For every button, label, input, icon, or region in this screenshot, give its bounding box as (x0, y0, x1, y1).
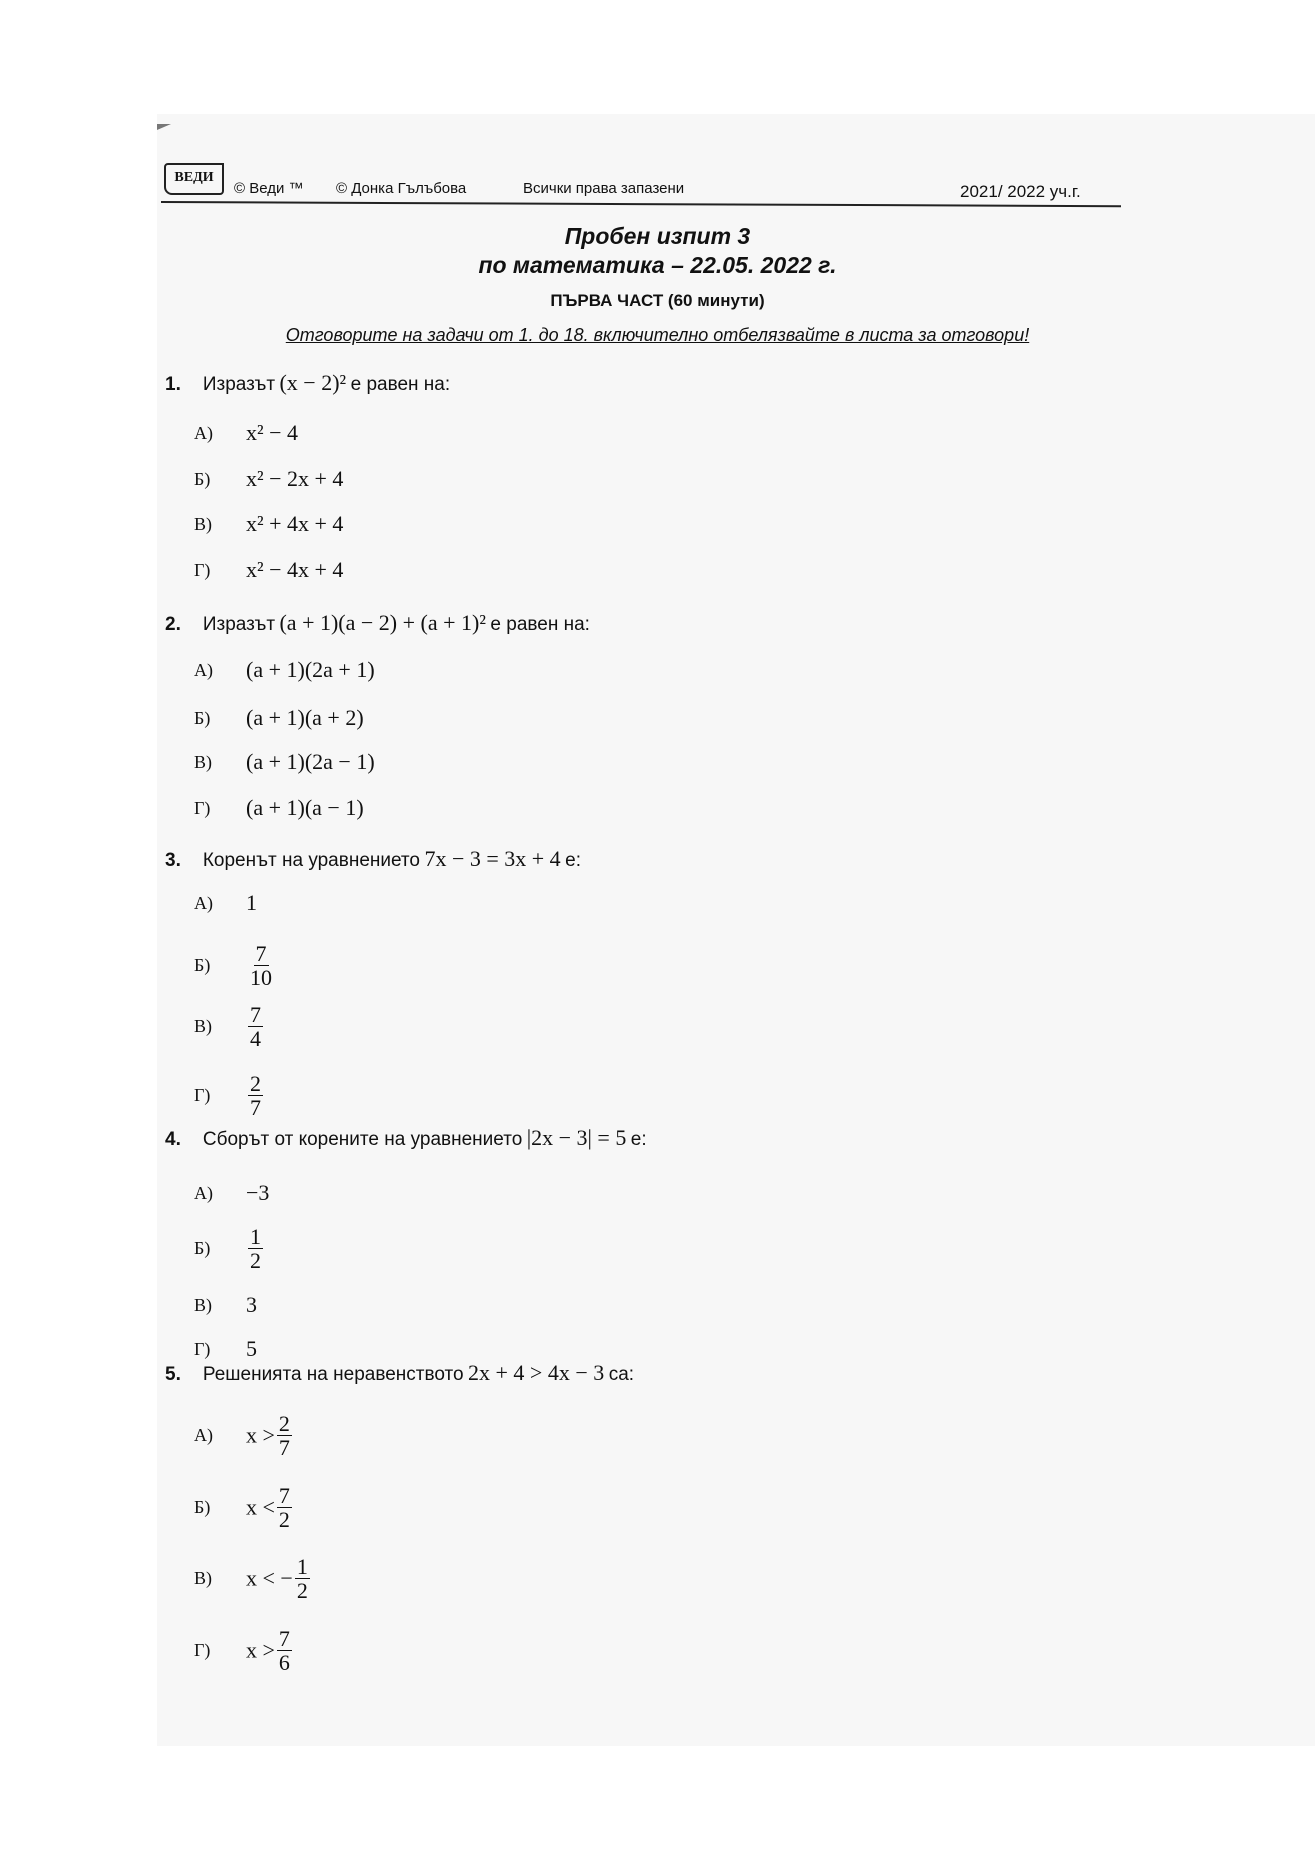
option-fraction (248, 1072, 263, 1119)
answer-option[interactable] (194, 1555, 310, 1602)
denominator: 7 (250, 1095, 261, 1121)
option-expression: −3 (246, 1180, 270, 1205)
denominator: 2 (250, 1248, 261, 1274)
answer-option[interactable] (194, 749, 375, 775)
answer-option[interactable] (194, 420, 298, 446)
numerator: 7 (255, 941, 267, 966)
vedi-logo: ВЕДИ (164, 163, 224, 195)
denominator: 2 (278, 1507, 290, 1533)
option-fraction (277, 1627, 292, 1674)
exam-title: Пробен изпит 3 (564, 223, 751, 249)
option-label: А) (194, 1425, 213, 1446)
option-label: Б) (194, 707, 211, 728)
option-fraction (248, 942, 274, 989)
scanned-page-area (157, 114, 1315, 1746)
numerator: 7 (250, 1002, 261, 1027)
option-expression: (a + 1)(a − 1) (246, 795, 364, 820)
option-expression: x < − (246, 1565, 293, 1591)
answer-option[interactable] (194, 795, 364, 821)
answer-option[interactable] (194, 511, 343, 537)
option-expression: (a + 1)(a + 2) (246, 705, 364, 730)
question-expression: 7x − 3 = 3x + 4 (424, 846, 561, 871)
numerator: 1 (296, 1554, 308, 1579)
option-label: А) (194, 422, 213, 443)
question-number: 5. (165, 1364, 181, 1385)
question-text: Решенията на неравенството (202, 1364, 464, 1385)
question-number: 4. (165, 1129, 181, 1150)
question-text: Сборът от корените на уравнението (202, 1129, 523, 1150)
option-label: А) (194, 1182, 213, 1203)
option-fraction (248, 1003, 263, 1050)
question-text-end: са: (608, 1364, 635, 1385)
scan-corner-mark (157, 124, 171, 130)
rights-reserved: Всички права запазени (523, 180, 685, 197)
option-expression: (a + 1)(2a + 1) (246, 657, 375, 682)
answer-option[interactable] (194, 1412, 292, 1459)
option-label: Б) (194, 1238, 211, 1259)
option-fraction (277, 1484, 292, 1531)
answer-option[interactable] (194, 657, 375, 683)
copyright-author: © Донка Гълъбова (336, 180, 467, 197)
option-label: В) (194, 513, 212, 534)
numerator: 1 (250, 1224, 261, 1249)
question-number: 2. (165, 614, 181, 635)
question-text: Коренът на уравнението (202, 850, 420, 871)
question-expression: (a + 1)(a − 2) + (a + 1)² (279, 610, 486, 635)
option-expression: 1 (246, 890, 257, 915)
question-4 (165, 1125, 647, 1151)
part-heading: ПЪРВА ЧАСТ (60 минути) (550, 291, 765, 310)
denominator: 2 (296, 1578, 308, 1604)
answer-option[interactable] (194, 705, 364, 731)
option-expression: x < (246, 1494, 275, 1520)
option-expression: 5 (246, 1336, 257, 1361)
question-text-end: е: (565, 850, 581, 871)
answer-option[interactable] (194, 466, 343, 492)
option-expression: x > (246, 1637, 275, 1663)
option-label: А) (194, 892, 213, 913)
question-number: 1. (165, 374, 181, 395)
option-fraction (277, 1412, 292, 1459)
question-expression: (x − 2)² (279, 370, 347, 395)
exam-subtitle: по математика – 22.05. 2022 г. (478, 252, 837, 278)
numerator: 2 (278, 1411, 290, 1436)
denominator: 7 (278, 1435, 290, 1461)
option-expression: x² − 4 (246, 420, 299, 445)
option-expression: x² − 4x + 4 (246, 557, 344, 582)
option-label: А) (194, 659, 213, 680)
answer-option[interactable] (194, 557, 343, 583)
option-label: Б) (194, 1497, 211, 1518)
answer-option[interactable] (194, 1484, 292, 1531)
answer-option[interactable] (194, 890, 257, 916)
denominator: 10 (250, 965, 272, 991)
option-label: Г) (194, 1640, 211, 1661)
question-text: Изразът (202, 614, 276, 635)
question-text-end: е: (630, 1129, 647, 1150)
question-expression: |2x − 3| = 5 (526, 1125, 627, 1150)
question-text: Изразът (202, 374, 276, 395)
copyright-vedi: © Веди ™ (234, 180, 304, 197)
numerator: 2 (250, 1071, 261, 1096)
option-label: В) (194, 1568, 212, 1589)
question-3 (165, 846, 581, 872)
option-expression: x² + 4x + 4 (246, 511, 344, 536)
school-year: 2021/ 2022 уч.г. (960, 182, 1081, 201)
answer-option[interactable] (194, 942, 274, 989)
instruction: Отговорите на задачи от 1. до 18. включително отбелязвайте в листа за отговори! (285, 325, 1030, 345)
answer-option[interactable] (194, 1003, 263, 1050)
question-text-end: е равен на: (490, 614, 590, 635)
answer-option[interactable] (194, 1225, 263, 1272)
answer-option[interactable] (194, 1336, 257, 1362)
question-2 (165, 610, 590, 636)
option-label: Б) (194, 468, 211, 489)
option-label: Г) (194, 559, 211, 580)
denominator: 4 (250, 1026, 261, 1052)
option-label: В) (194, 1294, 212, 1315)
answer-option[interactable] (194, 1292, 257, 1318)
answer-option[interactable] (194, 1072, 263, 1119)
option-label: Б) (194, 955, 211, 976)
answer-option[interactable] (194, 1180, 269, 1206)
question-expression: 2x + 4 > 4x − 3 (468, 1360, 605, 1385)
question-5 (165, 1360, 634, 1386)
option-label: В) (194, 1016, 212, 1037)
option-expression: x > (246, 1422, 275, 1448)
option-expression: 3 (246, 1292, 257, 1317)
denominator: 6 (278, 1650, 290, 1676)
question-number: 3. (165, 850, 181, 871)
numerator: 7 (278, 1626, 290, 1651)
numerator: 7 (278, 1483, 290, 1508)
question-text-end: е равен на: (350, 374, 451, 395)
question-1 (165, 370, 450, 396)
option-label: Г) (194, 1338, 211, 1359)
option-fraction (248, 1225, 263, 1272)
option-label: В) (194, 751, 212, 772)
option-expression: (a + 1)(2a − 1) (246, 749, 375, 774)
option-fraction (295, 1555, 310, 1602)
option-label: Г) (194, 797, 211, 818)
option-expression: x² − 2x + 4 (246, 466, 344, 491)
answer-option[interactable] (194, 1627, 292, 1674)
option-label: Г) (194, 1085, 211, 1106)
